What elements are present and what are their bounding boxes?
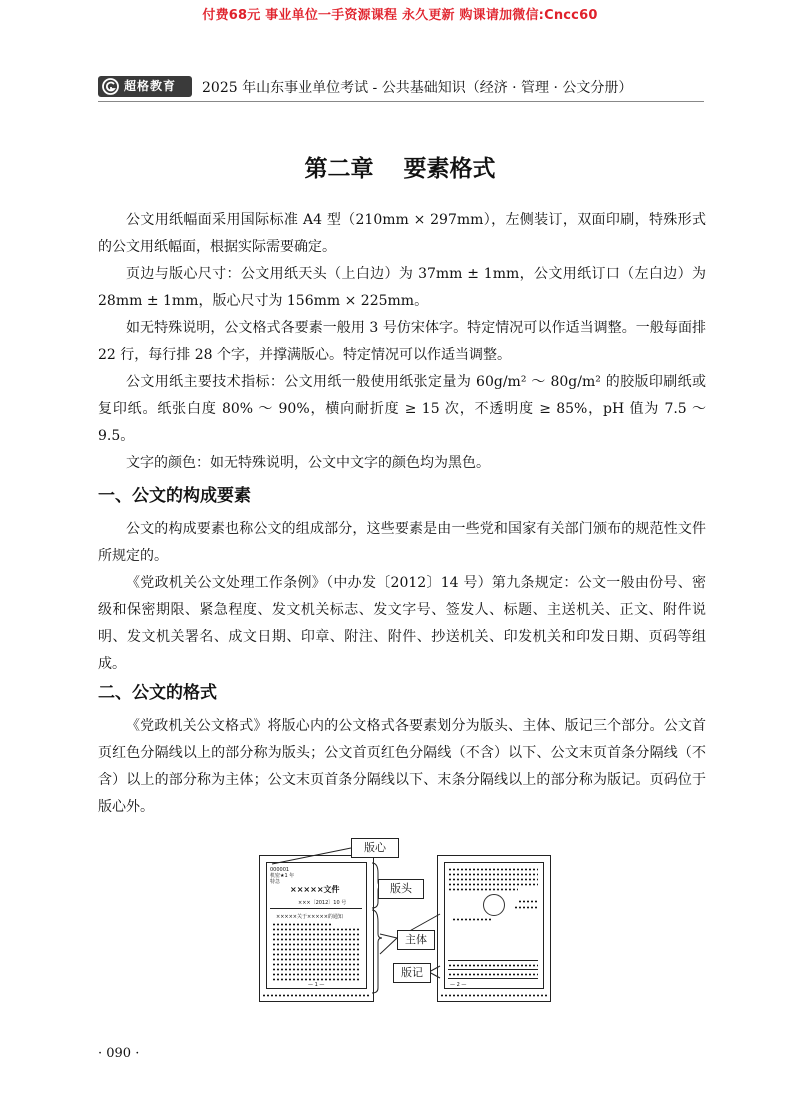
chapter-number: 第二章 — [304, 156, 374, 182]
section-heading-2: 二、公文的格式 — [98, 683, 217, 703]
label-banxin: 版心 — [351, 838, 399, 858]
page-header — [98, 75, 704, 102]
doc-meta-secret: 机密★1 年 — [270, 873, 295, 879]
watermark-banner: 付费68元 事业单位一手资源课程 永久更新 购课请加微信:Cncc60 — [202, 8, 598, 23]
paragraph: 如无特殊说明，公文格式各要素一般用 3 号仿宋体字。特定情况可以作适当调整。一般每面排 22 行，每行排 28 个字，并撑满版心。特定情况可以作适当调整。 — [98, 320, 706, 363]
chapter-name: 要素格式 — [403, 156, 496, 182]
paragraph: 《党政机关公文格式》将版心内的公文格式各要素划分为版头、主体、版记三个部分。公文首页红色分隔线以上的部分称为版头；公文首页红色分隔线（不含）以下、公文末页首条分隔线（不含）以上的部分称为主体；公文末页首条分隔线以下、末条分隔线以上的部分称为版记。页码位于版心外。 — [98, 718, 706, 815]
doc-number: ×××〔2012〕10 号 — [298, 900, 347, 906]
doc-title: ×××××文件 — [290, 885, 340, 894]
paragraph: 文字的颜色：如无特殊说明，公文中文字的颜色均为黑色。 — [126, 455, 490, 471]
chapter-title — [0, 150, 800, 183]
brand-logo — [98, 76, 192, 97]
label-zhuti: 主体 — [397, 930, 435, 950]
doc-meta-copy-number: 000001 — [270, 867, 290, 873]
section-heading-1: 一、公文的构成要素 — [98, 486, 251, 506]
doc-subject: ×××××关于×××××的通知 — [276, 914, 343, 920]
section1-text — [98, 516, 706, 678]
brand-logo-text: 超格教育 — [124, 79, 177, 93]
section2-text — [98, 713, 706, 821]
paragraph: 《党政机关公文处理工作条例》（中办发〔2012〕14 号）第九条规定：公文一般由份号、密级和保密期限、紧急程度、发文机关标志、发文字号、签发人、标题、主送机关、正文、附件说明、发文机关署名、成文日期、印章、附注、附件、抄送机关、印发机关和印发日期、页码等组成。 — [98, 575, 706, 672]
paragraph: 公文的构成要素也称公文的组成部分，这些要素是由一些党和国家有关部门颁布的规范性文件所规定的。 — [98, 521, 706, 564]
page-number: · 090 · — [98, 1046, 140, 1061]
label-bantou: 版头 — [378, 879, 424, 899]
header-title: 2025 年山东事业单位考试 - 公共基础知识（经济 · 管理 · 公文分册） — [202, 80, 633, 96]
paragraph: 页边与版心尺寸：公文用纸天头（上白边）为 37mm ± 1mm，公文用纸订口（左白边）为 28mm ± 1mm，版心尺寸为 156mm × 225mm。 — [98, 266, 706, 309]
label-banji: 版记 — [393, 963, 431, 983]
paragraph: 公文用纸主要技术指标：公文用纸一般使用纸张定量为 60g/m² ～ 80g/m² 的胶版印刷纸或复印纸。纸张白度 80% ～ 90%，横向耐折度 ≥ 15 次，不透明度 ≥ 85%，pH 值为 7.5 ～ 9.5。 — [98, 374, 706, 444]
page-mark: — 1 — — [308, 982, 325, 988]
page-mark: — 2 — — [450, 982, 467, 988]
intro-text — [98, 207, 706, 477]
brand-logo-icon — [102, 78, 119, 95]
doc-meta-urgency: 特急 — [270, 879, 281, 885]
paragraph: 公文用纸幅面采用国际标准 A4 型（210mm × 297mm），左侧装订，双面印刷，特殊形式的公文用纸幅面，根据实际需要确定。 — [98, 212, 706, 255]
document-layout-figure — [254, 838, 554, 1010]
connector-lines — [254, 838, 554, 1010]
